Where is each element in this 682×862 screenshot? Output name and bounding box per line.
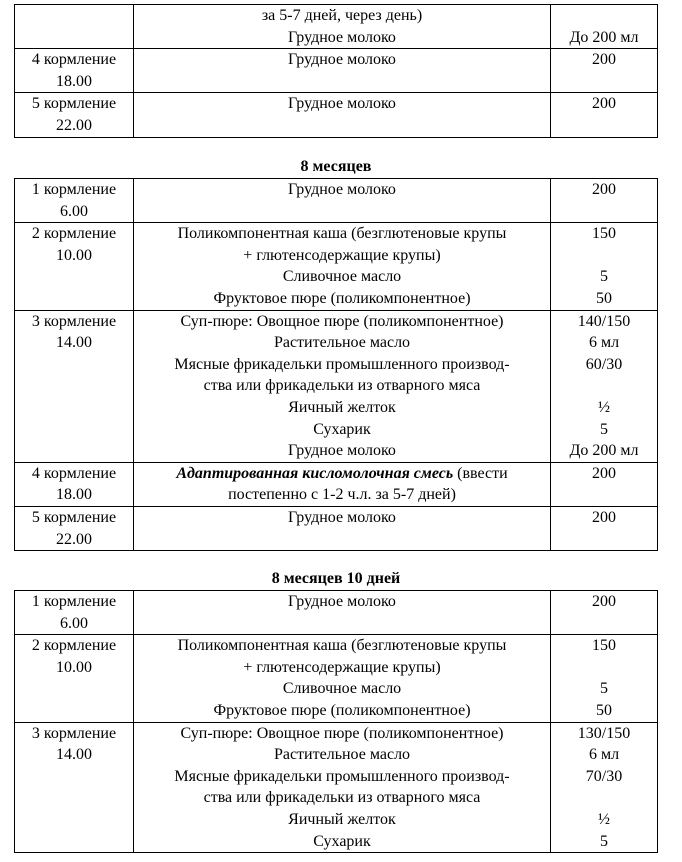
table-row — [15, 49, 658, 93]
amount-cell: 140/150 6 мл 60/30 ½ 5 До 200 мл — [551, 310, 658, 462]
table-row — [15, 591, 658, 635]
food-cell: Суп-пюре: Овощное пюре (поликомпонентное) Растительное масло Мясные фрикадельки промышленного производ- ства или фрикадельки из отварного мяса Яичный желток Сухарик — [134, 722, 551, 853]
amount-cell: 200 — [551, 49, 658, 93]
meal-cell: 2 кормление 10.00 — [15, 223, 134, 310]
meal-cell: 2 кормление 10.00 — [15, 635, 134, 722]
feeding-table-8-months — [14, 178, 658, 551]
meal-cell: 3 кормление 14.00 — [15, 310, 134, 462]
section-title: 8 месяцев 10 дней — [271, 570, 401, 587]
amount-cell: 130/150 6 мл 70/30 ½ 5 — [551, 722, 658, 853]
meal-cell: 5 кормление 22.00 — [15, 93, 134, 137]
amount-cell: 200 — [551, 591, 658, 635]
amount-cell: 200 — [551, 506, 658, 550]
table-row — [15, 462, 658, 506]
food-cell: Суп-пюре: Овощное пюре (поликомпонентное) Растительное масло Мясные фрикадельки промышленного производ- ства или фрикадельки из отварного мяса Яичный желток Сухарик Грудное молоко — [134, 310, 551, 462]
emphasized-product: Адаптированная кисломолочная смесь — [176, 464, 454, 482]
table-row — [15, 5, 658, 49]
food-cell: Адаптированная кисломолочная смесь (ввести постепенно с 1-2 ч.л. за 5-7 дней) — [134, 462, 551, 506]
table-row — [15, 722, 658, 853]
amount-cell: До 200 мл — [551, 5, 658, 49]
food-cell: Грудное молоко — [134, 506, 551, 550]
food-cell: Поликомпонентная каша (безглютеновые крупы + глютенсодержащие крупы) Сливочное масло Фруктовое пюре (поликомпонентное) — [134, 223, 551, 310]
table-row — [15, 93, 658, 137]
food-cell: Поликомпонентная каша (безглютеновые крупы + глютенсодержащие крупы) Сливочное масло Фруктовое пюре (поликомпонентное) — [134, 635, 551, 722]
amount-cell: 200 — [551, 93, 658, 137]
meal-cell: 4 кормление 18.00 — [15, 49, 134, 93]
food-cell: Грудное молоко — [134, 93, 551, 137]
table-row — [15, 310, 658, 462]
meal-cell: 1 кормление 6.00 — [15, 179, 134, 223]
meal-cell: 1 кормление 6.00 — [15, 591, 134, 635]
meal-cell: 5 кормление 22.00 — [15, 506, 134, 550]
table-row — [15, 635, 658, 722]
feeding-table-8-months-10-days — [14, 590, 658, 853]
table-row — [15, 223, 658, 310]
meal-cell: 4 кормление 18.00 — [15, 462, 134, 506]
food-cell: Грудное молоко — [134, 49, 551, 93]
amount-cell: 200 — [551, 179, 658, 223]
section-title: 8 месяцев — [300, 158, 372, 175]
amount-cell: 150 5 50 — [551, 635, 658, 722]
amount-cell: 150 5 50 — [551, 223, 658, 310]
table-row — [15, 179, 658, 223]
food-cell: за 5-7 дней, через день) Грудное молоко — [134, 5, 551, 49]
table-row — [15, 506, 658, 550]
meal-cell: 3 кормление 14.00 — [15, 722, 134, 853]
food-cell: Грудное молоко — [134, 591, 551, 635]
food-line: Адаптированная кисломолочная смесь (ввести — [176, 464, 508, 482]
feeding-table-continued — [14, 4, 658, 138]
food-cell: Грудное молоко — [134, 179, 551, 223]
amount-cell: 200 — [551, 462, 658, 506]
meal-cell — [15, 5, 134, 49]
